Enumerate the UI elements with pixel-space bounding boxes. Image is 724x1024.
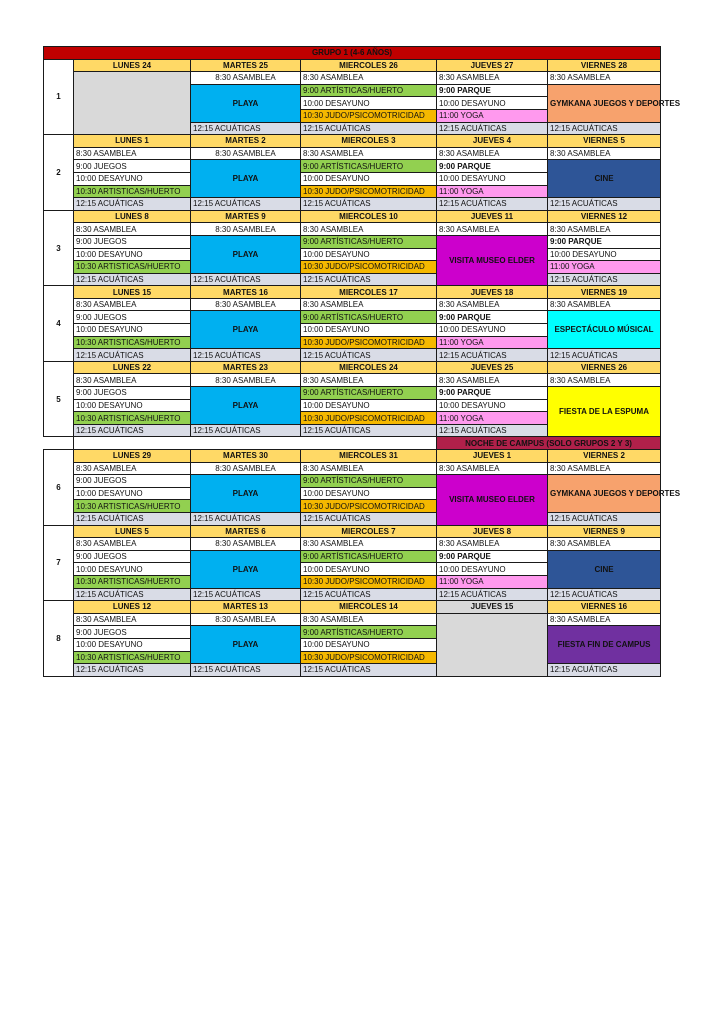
activity-cell: 9:00 JUEGOS — [74, 235, 191, 248]
spacer-cell — [44, 437, 74, 450]
activity-cell: 8:30 ASAMBLEA — [301, 462, 437, 475]
week-6-row — [44, 462, 661, 475]
day-header: MIERCOLES 17 — [301, 286, 437, 299]
activity-cell: 8:30 ASAMBLEA — [74, 374, 191, 387]
activity-cell: 12:15 ACUÁTICAS — [191, 273, 301, 286]
day-header: LUNES 22 — [74, 361, 191, 374]
activity-cell: 11:00 YOGA — [548, 261, 661, 274]
day-header: MARTES 30 — [191, 450, 301, 463]
activity-cell: 12:15 ACUÁTICAS — [437, 588, 548, 601]
week-7-row — [44, 550, 661, 563]
activity-cell: 9:00 PARQUE — [437, 550, 548, 563]
activity-cell: 8:30 ASAMBLEA — [548, 147, 661, 160]
activity-cell: 10:30 JUDO/PSICOMOTRICIDAD — [301, 109, 437, 122]
activity-cell: 12:15 ACUÁTICAS — [191, 198, 301, 211]
special-museo: VISITA MUSEO ELDER — [437, 235, 548, 285]
activity-cell: 10:30 ARTISTICAS/HUERTO — [74, 261, 191, 274]
activity-cell: 8:30 ASAMBLEA — [548, 298, 661, 311]
week-3-header — [44, 210, 661, 223]
activity-cell: 12:15 ACUÁTICAS — [548, 588, 661, 601]
day-header: VIERNES 12 — [548, 210, 661, 223]
day-header: JUEVES 8 — [437, 525, 548, 538]
activity-cell: 12:15 ACUÁTICAS — [437, 424, 548, 437]
activity-cell: 9:00 JUEGOS — [74, 311, 191, 324]
day-header: LUNES 8 — [74, 210, 191, 223]
activity-cell: 11:00 YOGA — [437, 336, 548, 349]
activity-cell: 10:00 DESAYUNO — [437, 324, 548, 337]
day-header: LUNES 5 — [74, 525, 191, 538]
special-playa: PLAYA — [191, 84, 301, 122]
day-header: MARTES 2 — [191, 135, 301, 148]
activity-cell: 9:00 JUEGOS — [74, 475, 191, 488]
day-header: VIERNES 26 — [548, 361, 661, 374]
day-header: LUNES 29 — [74, 450, 191, 463]
activity-cell: 9:00 ARTÍSTICAS/HUERTO — [301, 626, 437, 639]
day-header: MIERCOLES 10 — [301, 210, 437, 223]
activity-cell: 10:00 DESAYUNO — [301, 172, 437, 185]
activity-cell: 8:30 ASAMBLEA — [74, 223, 191, 236]
week-4-header — [44, 286, 661, 299]
activity-cell: 10:00 DESAYUNO — [437, 172, 548, 185]
activity-cell: 12:15 ACUÁTICAS — [548, 512, 661, 525]
activity-cell: 12:15 ACUÁTICAS — [74, 424, 191, 437]
activity-cell: 12:15 ACUÁTICAS — [548, 122, 661, 135]
activity-cell: 9:00 JUEGOS — [74, 626, 191, 639]
week-8-row — [44, 626, 661, 639]
activity-cell: 11:00 YOGA — [437, 575, 548, 588]
activity-cell: 10:30 ARTISTICAS/HUERTO — [74, 412, 191, 425]
day-header: VIERNES 16 — [548, 601, 661, 614]
activity-cell: 10:00 DESAYUNO — [437, 399, 548, 412]
activity-cell: 12:15 ACUÁTICAS — [301, 424, 437, 437]
day-header: VIERNES 5 — [548, 135, 661, 148]
activity-cell: 10:00 DESAYUNO — [74, 487, 191, 500]
spacer-cell — [301, 437, 437, 450]
activity-cell: 10:00 DESAYUNO — [74, 638, 191, 651]
special-cine: CINE — [548, 160, 661, 198]
week-8-row — [44, 613, 661, 626]
day-header: MIERCOLES 26 — [301, 59, 437, 72]
activity-cell: 12:15 ACUÁTICAS — [301, 512, 437, 525]
week-5-header — [44, 361, 661, 374]
activity-cell: 12:15 ACUÁTICAS — [548, 198, 661, 211]
activity-cell: 12:15 ACUÁTICAS — [191, 588, 301, 601]
activity-cell: 8:30 ASAMBLEA — [191, 298, 301, 311]
special-playa: PLAYA — [191, 550, 301, 588]
week-number: 5 — [44, 361, 74, 437]
special-gymkana: GYMKANA JUEGOS Y DEPORTES — [548, 84, 661, 122]
activity-cell: 12:15 ACUÁTICAS — [191, 122, 301, 135]
week-number: 4 — [44, 286, 74, 362]
week-number: 3 — [44, 210, 74, 286]
schedule-title: GRUPO 1 (4-6 AÑOS) — [44, 47, 661, 60]
special-espuma: FIESTA DE LA ESPUMA — [548, 387, 661, 437]
special-museo: VISITA MUSEO ELDER — [437, 475, 548, 525]
week-3-row — [44, 223, 661, 236]
activity-cell: 10:30 ARTISTICAS/HUERTO — [74, 500, 191, 513]
day-header: MIERCOLES 14 — [301, 601, 437, 614]
activity-cell: 8:30 ASAMBLEA — [437, 374, 548, 387]
special-playa: PLAYA — [191, 626, 301, 664]
activity-cell: 8:30 ASAMBLEA — [191, 462, 301, 475]
special-playa: PLAYA — [191, 311, 301, 349]
day-header: JUEVES 25 — [437, 361, 548, 374]
activity-cell: 10:30 JUDO/PSICOMOTRICIDAD — [301, 336, 437, 349]
week-2-row — [44, 198, 661, 211]
day-header: LUNES 15 — [74, 286, 191, 299]
activity-cell: 8:30 ASAMBLEA — [301, 538, 437, 551]
week-8-header — [44, 601, 661, 614]
week-number: 6 — [44, 450, 74, 526]
activity-cell: 9:00 PARQUE — [548, 235, 661, 248]
week-1-row — [44, 72, 661, 85]
activity-cell: 8:30 ASAMBLEA — [548, 462, 661, 475]
activity-cell: 12:15 ACUÁTICAS — [548, 664, 661, 677]
day-header: JUEVES 18 — [437, 286, 548, 299]
day-header: JUEVES 11 — [437, 210, 548, 223]
day-header: MARTES 13 — [191, 601, 301, 614]
day-header: MIERCOLES 3 — [301, 135, 437, 148]
activity-cell: 8:30 ASAMBLEA — [191, 72, 301, 85]
activity-cell: 8:30 ASAMBLEA — [74, 613, 191, 626]
empty-cell — [74, 72, 191, 135]
activity-cell: 12:15 ACUÁTICAS — [191, 512, 301, 525]
activity-cell: 10:30 ARTISTICAS/HUERTO — [74, 651, 191, 664]
week-2-header — [44, 135, 661, 148]
activity-cell: 10:00 DESAYUNO — [301, 487, 437, 500]
noche-row — [44, 437, 661, 450]
activity-cell: 9:00 ARTÍSTICAS/HUERTO — [301, 550, 437, 563]
activity-cell: 8:30 ASAMBLEA — [437, 298, 548, 311]
activity-cell: 12:15 ACUÁTICAS — [191, 664, 301, 677]
activity-cell: 12:15 ACUÁTICAS — [191, 424, 301, 437]
activity-cell: 10:30 JUDO/PSICOMOTRICIDAD — [301, 500, 437, 513]
day-header: JUEVES 15 — [437, 601, 548, 614]
special-espectaculo: ESPECTÁCULO MÚSICAL — [548, 311, 661, 349]
week-number: 1 — [44, 59, 74, 135]
activity-cell: 8:30 ASAMBLEA — [301, 374, 437, 387]
activity-cell: 11:00 YOGA — [437, 109, 548, 122]
activity-cell: 10:00 DESAYUNO — [301, 97, 437, 110]
activity-cell: 8:30 ASAMBLEA — [548, 223, 661, 236]
week-6-header — [44, 450, 661, 463]
activity-cell: 10:00 DESAYUNO — [437, 97, 548, 110]
activity-cell: 10:00 DESAYUNO — [74, 248, 191, 261]
day-header: VIERNES 9 — [548, 525, 661, 538]
spacer-cell — [74, 437, 191, 450]
special-cine: CINE — [548, 550, 661, 588]
activity-cell: 10:00 DESAYUNO — [74, 563, 191, 576]
activity-cell: 9:00 ARTÍSTICAS/HUERTO — [301, 235, 437, 248]
week-7-row — [44, 588, 661, 601]
activity-cell: 9:00 ARTÍSTICAS/HUERTO — [301, 84, 437, 97]
activity-cell: 8:30 ASAMBLEA — [548, 613, 661, 626]
activity-cell: 9:00 JUEGOS — [74, 387, 191, 400]
activity-cell: 8:30 ASAMBLEA — [191, 223, 301, 236]
day-header: JUEVES 4 — [437, 135, 548, 148]
activity-cell: 8:30 ASAMBLEA — [548, 538, 661, 551]
special-fin-campus: FIESTA FIN DE CAMPUS — [548, 626, 661, 664]
day-header: LUNES 12 — [74, 601, 191, 614]
week-number: 7 — [44, 525, 74, 601]
schedule-sheet — [43, 46, 681, 687]
activity-cell: 12:15 ACUÁTICAS — [548, 349, 661, 362]
activity-cell: 8:30 ASAMBLEA — [437, 462, 548, 475]
activity-cell: 10:00 DESAYUNO — [301, 248, 437, 261]
activity-cell: 8:30 ASAMBLEA — [437, 538, 548, 551]
activity-cell: 8:30 ASAMBLEA — [301, 223, 437, 236]
activity-cell: 8:30 ASAMBLEA — [301, 147, 437, 160]
activity-cell: 10:00 DESAYUNO — [301, 638, 437, 651]
day-header: MARTES 25 — [191, 59, 301, 72]
week-number: 8 — [44, 601, 74, 677]
activity-cell: 8:30 ASAMBLEA — [301, 72, 437, 85]
week-7-row — [44, 538, 661, 551]
week-7-header — [44, 525, 661, 538]
special-playa: PLAYA — [191, 387, 301, 425]
day-header: MARTES 9 — [191, 210, 301, 223]
week-2-row — [44, 160, 661, 173]
activity-cell: 12:15 ACUÁTICAS — [74, 349, 191, 362]
activity-cell: 10:30 JUDO/PSICOMOTRICIDAD — [301, 185, 437, 198]
day-header: JUEVES 27 — [437, 59, 548, 72]
day-header: MARTES 16 — [191, 286, 301, 299]
activity-cell: 9:00 ARTÍSTICAS/HUERTO — [301, 160, 437, 173]
activity-cell: 10:30 JUDO/PSICOMOTRICIDAD — [301, 575, 437, 588]
activity-cell: 10:30 JUDO/PSICOMOTRICIDAD — [301, 651, 437, 664]
activity-cell: 8:30 ASAMBLEA — [548, 374, 661, 387]
day-header: VIERNES 28 — [548, 59, 661, 72]
day-header: MARTES 23 — [191, 361, 301, 374]
activity-cell: 12:15 ACUÁTICAS — [437, 349, 548, 362]
activity-cell: 12:15 ACUÁTICAS — [191, 349, 301, 362]
week-3-row — [44, 273, 661, 286]
activity-cell: 8:30 ASAMBLEA — [191, 147, 301, 160]
activity-cell: 8:30 ASAMBLEA — [191, 613, 301, 626]
day-header: VIERNES 19 — [548, 286, 661, 299]
activity-cell: 12:15 ACUÁTICAS — [301, 273, 437, 286]
activity-cell: 8:30 ASAMBLEA — [301, 298, 437, 311]
spacer-cell — [191, 437, 301, 450]
activity-cell: 10:30 ARTISTICAS/HUERTO — [74, 336, 191, 349]
activity-cell: 8:30 ASAMBLEA — [74, 538, 191, 551]
day-header: MIERCOLES 7 — [301, 525, 437, 538]
day-header: MIERCOLES 24 — [301, 361, 437, 374]
activity-cell: 8:30 ASAMBLEA — [191, 374, 301, 387]
activity-cell: 11:00 YOGA — [437, 412, 548, 425]
activity-cell: 9:00 ARTÍSTICAS/HUERTO — [301, 387, 437, 400]
activity-cell: 8:30 ASAMBLEA — [191, 538, 301, 551]
day-header: VIERNES 2 — [548, 450, 661, 463]
activity-cell: 8:30 ASAMBLEA — [74, 147, 191, 160]
activity-cell: 9:00 ARTÍSTICAS/HUERTO — [301, 475, 437, 488]
activity-cell: 8:30 ASAMBLEA — [437, 223, 548, 236]
week-2-row — [44, 147, 661, 160]
activity-cell: 10:00 DESAYUNO — [74, 172, 191, 185]
activity-cell: 10:00 DESAYUNO — [301, 563, 437, 576]
week-5-row — [44, 374, 661, 387]
activity-cell: 12:15 ACUÁTICAS — [437, 198, 548, 211]
activity-cell: 10:30 ARTISTICAS/HUERTO — [74, 575, 191, 588]
activity-cell: 10:30 JUDO/PSICOMOTRICIDAD — [301, 261, 437, 274]
activity-cell: 12:15 ACUÁTICAS — [74, 664, 191, 677]
activity-cell: 9:00 PARQUE — [437, 311, 548, 324]
week-4-row — [44, 298, 661, 311]
activity-cell: 12:15 ACUÁTICAS — [301, 198, 437, 211]
week-3-row — [44, 235, 661, 248]
special-playa: PLAYA — [191, 235, 301, 273]
activity-cell: 12:15 ACUÁTICAS — [301, 122, 437, 135]
week-3-row — [44, 261, 661, 274]
week-1-header — [44, 59, 661, 72]
day-header: JUEVES 1 — [437, 450, 548, 463]
activity-cell: 10:00 DESAYUNO — [548, 248, 661, 261]
activity-cell: 8:30 ASAMBLEA — [437, 72, 548, 85]
schedule-table — [43, 46, 681, 677]
activity-cell: 10:30 JUDO/PSICOMOTRICIDAD — [301, 412, 437, 425]
week-6-row — [44, 475, 661, 488]
day-header: LUNES 1 — [74, 135, 191, 148]
activity-cell: 12:15 ACUÁTICAS — [301, 664, 437, 677]
activity-cell: 9:00 PARQUE — [437, 160, 548, 173]
activity-cell: 8:30 ASAMBLEA — [437, 147, 548, 160]
week-3-row — [44, 248, 661, 261]
activity-cell: 8:30 ASAMBLEA — [74, 298, 191, 311]
special-playa: PLAYA — [191, 160, 301, 198]
special-gymkana: GYMKANA JUEGOS Y DEPORTES — [548, 475, 661, 513]
activity-cell: 9:00 PARQUE — [437, 387, 548, 400]
week-4-row — [44, 349, 661, 362]
day-header: MIERCOLES 31 — [301, 450, 437, 463]
activity-cell: 10:00 DESAYUNO — [74, 324, 191, 337]
activity-cell: 9:00 PARQUE — [437, 84, 548, 97]
empty-cell — [437, 613, 548, 676]
day-header: MARTES 6 — [191, 525, 301, 538]
activity-cell: 12:15 ACUÁTICAS — [74, 198, 191, 211]
week-8-row — [44, 664, 661, 677]
activity-cell: 8:30 ASAMBLEA — [301, 613, 437, 626]
week-number: 2 — [44, 135, 74, 211]
title-row — [44, 47, 661, 60]
week-5-row — [44, 387, 661, 400]
activity-cell: 8:30 ASAMBLEA — [74, 462, 191, 475]
activity-cell: 9:00 JUEGOS — [74, 550, 191, 563]
noche-campus-banner: NOCHE DE CAMPUS (SOLO GRUPOS 2 Y 3) — [437, 437, 661, 450]
activity-cell: 8:30 ASAMBLEA — [548, 72, 661, 85]
activity-cell: 10:00 DESAYUNO — [301, 399, 437, 412]
activity-cell: 10:00 DESAYUNO — [437, 563, 548, 576]
activity-cell: 12:15 ACUÁTICAS — [74, 588, 191, 601]
week-6-row — [44, 512, 661, 525]
special-playa: PLAYA — [191, 475, 301, 513]
activity-cell: 10:00 DESAYUNO — [74, 399, 191, 412]
activity-cell: 12:15 ACUÁTICAS — [301, 349, 437, 362]
activity-cell: 10:00 DESAYUNO — [301, 324, 437, 337]
activity-cell: 9:00 ARTÍSTICAS/HUERTO — [301, 311, 437, 324]
activity-cell: 12:15 ACUÁTICAS — [437, 122, 548, 135]
activity-cell: 11:00 YOGA — [437, 185, 548, 198]
activity-cell: 12:15 ACUÁTICAS — [548, 273, 661, 286]
activity-cell: 12:15 ACUÁTICAS — [74, 273, 191, 286]
day-header: LUNES 24 — [74, 59, 191, 72]
activity-cell: 9:00 JUEGOS — [74, 160, 191, 173]
activity-cell: 12:15 ACUÁTICAS — [74, 512, 191, 525]
week-4-row — [44, 311, 661, 324]
activity-cell: 12:15 ACUÁTICAS — [301, 588, 437, 601]
activity-cell: 10:30 ARTISTICAS/HUERTO — [74, 185, 191, 198]
